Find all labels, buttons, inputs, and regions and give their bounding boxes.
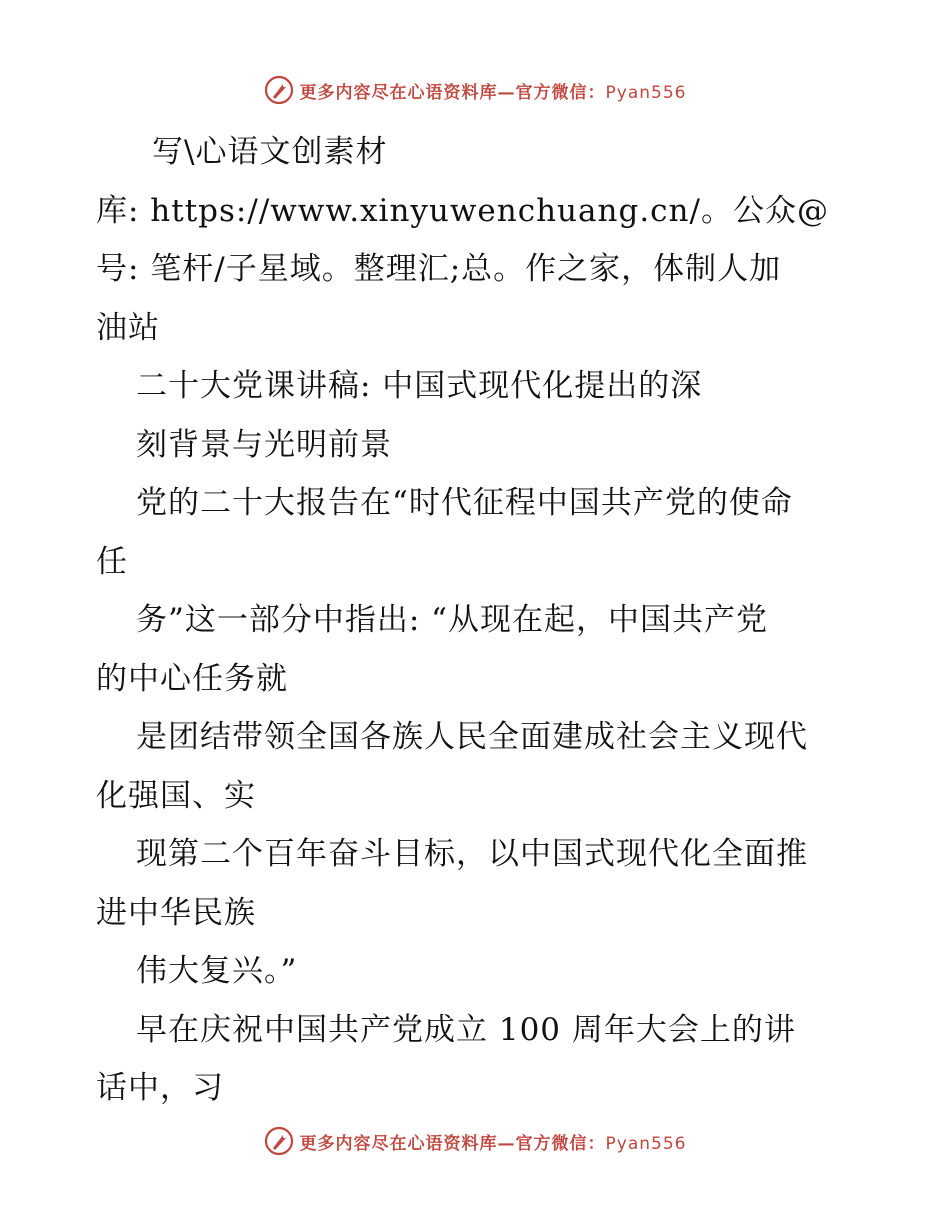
header-watermark — [0, 70, 950, 110]
pen-nib-icon — [264, 75, 294, 105]
text-line: 的中心任务就 — [96, 660, 288, 697]
text-line: 党的二十大报告在“时代征程中国共产党的使命 — [136, 485, 793, 521]
pen-nib-icon — [264, 1126, 294, 1156]
text-line: 早在庆祝中国共产党成立 100 周年大会上的讲 — [136, 1011, 796, 1048]
text-line: 二十大党课讲稿: 中国式现代化提出的深 — [136, 368, 703, 404]
text-line: 号: 笔杆/子星域。整理汇;总。作之家，体制人加 — [96, 251, 782, 287]
text-line: 进中华民族 — [96, 894, 256, 931]
text-line: 刻背景与光明前景 — [136, 426, 392, 463]
text-line: 化强国、实 — [96, 777, 256, 814]
watermark-text: 更多内容尽在心语资料库—官方微信：Pyan556 — [299, 1133, 687, 1154]
document-body — [96, 123, 856, 1118]
text-line: 写\心语文创素材 — [152, 134, 388, 170]
text-line: 伟大复兴。” — [136, 953, 298, 989]
text-line: 务”这一部分中指出: “从现在起，中国共产党 — [136, 602, 768, 638]
text-line: 现第二个百年奋斗目标，以中国式现代化全面推 — [136, 836, 808, 872]
footer-watermark — [0, 1121, 950, 1161]
watermark-text: 更多内容尽在心语资料库—官方微信：Pyan556 — [299, 82, 687, 103]
text-line: 是团结带领全国各族人民全面建成社会主义现代 — [136, 719, 808, 755]
text-line: 库: https://www.xinyuwenchuang.cn/。公众@ — [96, 192, 829, 229]
text-line: 话中，习 — [96, 1070, 224, 1106]
text-line: 油站 — [96, 309, 160, 346]
text-line: 任 — [96, 543, 128, 580]
